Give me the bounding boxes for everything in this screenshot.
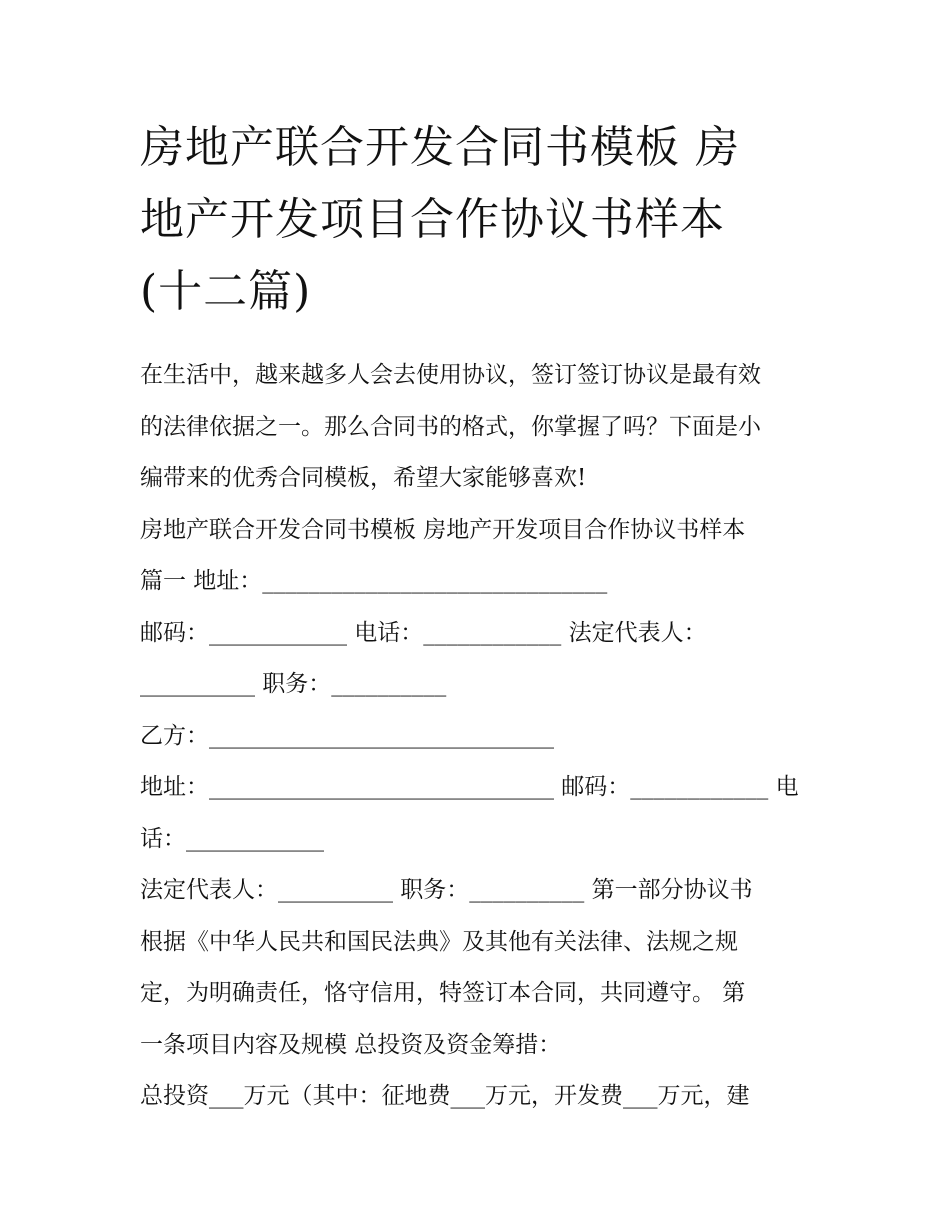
body-line-7: __________ 职务：__________: [140, 671, 447, 697]
body-line-1: 在生活中，越来越多人会去使用协议，签订签订协议是最有效: [140, 362, 761, 388]
body-line-3: 编带来的优秀合同模板，希望大家能够喜欢!: [140, 465, 587, 491]
body-line-13: 定，为明确责任，恪守信用，特签订本合同，共同遵守。 第: [140, 980, 746, 1006]
title-line-1: 房地产联合开发合同书模板 房: [140, 122, 740, 173]
document-title: [140, 112, 820, 328]
body-line-12: 根据《中华人民共和国民法典》及其他有关法律、法规之规: [140, 928, 738, 955]
body-line-2: 的法律依据之一。那么合同书的格式，你掌握了吗？下面是小: [140, 413, 761, 440]
body-line-5: 篇一 地址：______________________________: [140, 568, 608, 594]
body-line-6: 邮码：____________ 电话：____________ 法定代表人：: [140, 619, 707, 646]
body-line-4: 房地产联合开发合同书模板 房地产开发项目合作协议书样本: [140, 516, 746, 543]
body-line-14: 一条项目内容及规模 总投资及资金筹措：: [140, 1031, 562, 1058]
document-body: [140, 350, 830, 1123]
body-line-11: 法定代表人：__________ 职务：__________ 第一部分协议书: [140, 877, 753, 903]
title-line-3: (十二篇): [140, 266, 312, 317]
body-line-10: 话：____________: [140, 825, 324, 852]
body-line-9: 地址：______________________________ 邮码：____________ 电: [140, 774, 799, 800]
body-line-8: 乙方：______________________________: [140, 722, 554, 749]
title-line-2: 地产开发项目合作协议书样本: [140, 194, 725, 245]
body-line-15: 总投资___万元（其中：征地费___万元，开发费___万元，建: [140, 1083, 750, 1109]
